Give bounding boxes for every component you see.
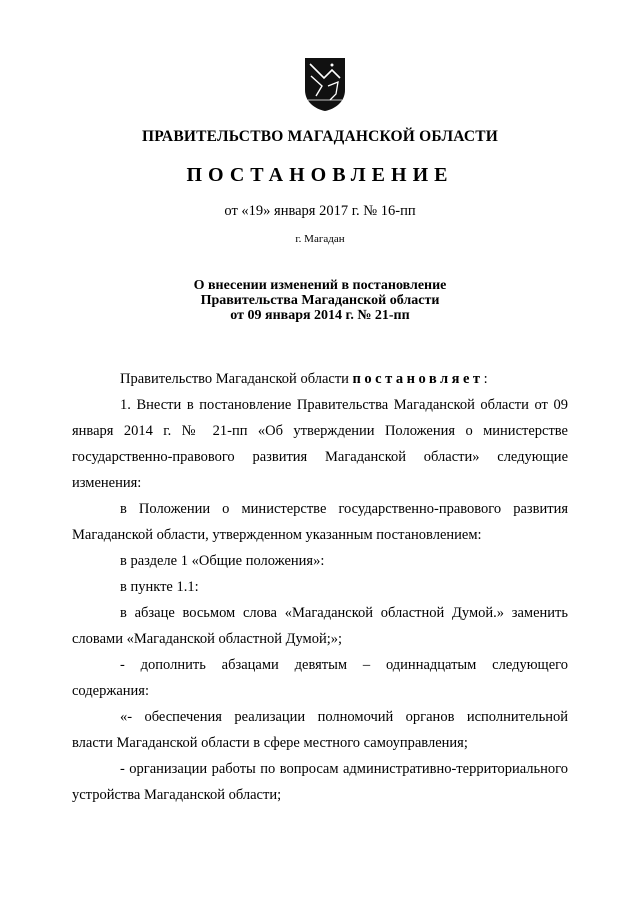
paragraph: - дополнить абзацами девятым – одиннадцатым следующего содержания: (72, 657, 568, 699)
subject-line: от 09 января 2014 г. № 21-пп (230, 308, 410, 323)
paragraph: 1. Внести в постановление Правительства Магаданской области от 09 января 2014 г. № 21-пп «Об утверждении Положения о министерстве государственно-правового развития Магаданской области» следующие изменения: (72, 397, 568, 491)
intro-text: Правительство Магаданской области (120, 371, 349, 387)
paragraph: - организации работы по вопросам административно-территориального устройства Магаданской области; (72, 761, 568, 803)
document-type-title: ПОСТАНОВЛЕНИЕ (186, 164, 454, 186)
intro-paragraph (72, 366, 568, 392)
paragraph: в разделе 1 «Общие положения»: (120, 553, 325, 569)
paragraph: в Положении о министерстве государственно-правового развития Магаданской области, утвержденном указанным постановлением: (72, 501, 568, 543)
intro-end: : (483, 371, 488, 387)
document-body (72, 366, 568, 808)
decree-subject (0, 278, 640, 323)
intro-emphasis: постановляет (352, 371, 484, 387)
decree-city: г. Магадан (295, 233, 345, 245)
subject-line: О внесении изменений в постановление (193, 278, 447, 293)
paragraph: «- обеспечения реализации полномочий органов исполнительной власти Магаданской области в сфере местного самоуправления; (72, 709, 568, 751)
decree-date-number: от «19» января 2017 г. № 16-пп (224, 203, 416, 219)
paragraph: в абзаце восьмом слова «Магаданской областной Думой.» заменить словами «Магаданской областной Думой;»; (72, 605, 568, 647)
paragraph: в пункте 1.1: (120, 579, 199, 595)
government-title: ПРАВИТЕЛЬСТВО МАГАДАНСКОЙ ОБЛАСТИ (141, 128, 499, 145)
coat-of-arms-icon (302, 56, 348, 112)
subject-line: Правительства Магаданской области (200, 293, 440, 308)
